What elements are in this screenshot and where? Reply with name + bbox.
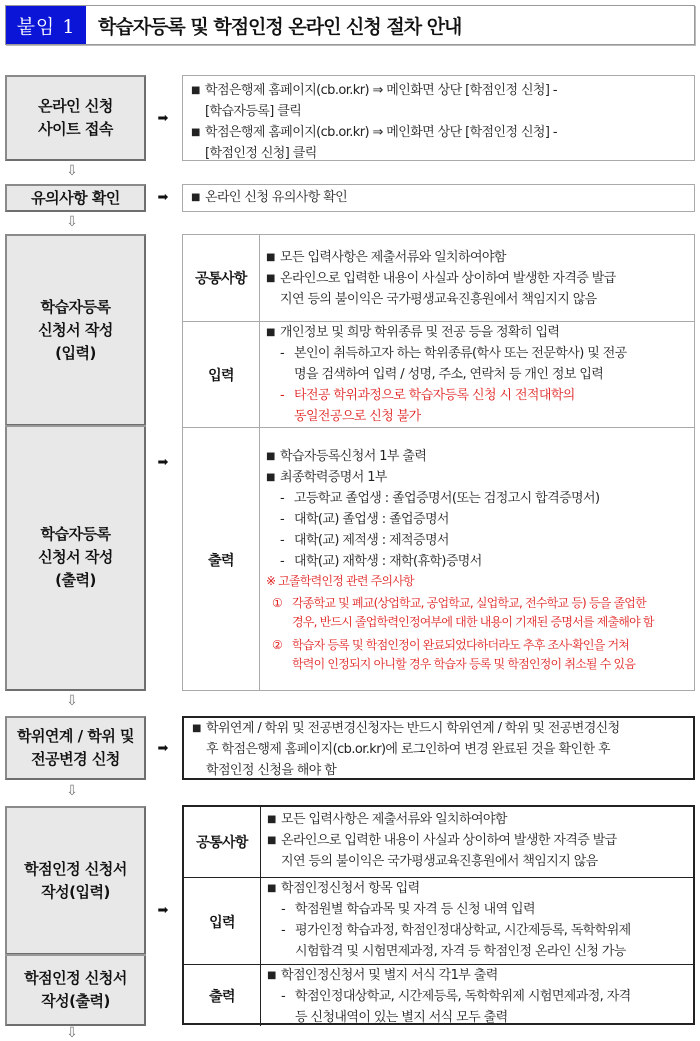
item-text-cont: 후 학점은행제 홈페이지(cb.or.kr)에 로그인하여 변경 완료된 것을 확인한 후 bbox=[206, 742, 610, 757]
panel-precautions bbox=[182, 184, 695, 212]
item-text: 온라인으로 입력한 내용이 사실과 상이하여 발생한 자격증 발급 bbox=[280, 271, 616, 286]
item-text: 모든 입력사항은 제출서류와 일치하여야함 bbox=[280, 250, 506, 265]
item-text: 대학(교) 제적생 : 제적증명서 bbox=[294, 533, 449, 548]
item-text: 학점인정대상학교, 시간제등록, 독학학위제 시험면제과정, 자격 bbox=[295, 989, 631, 1004]
right-arrow-icon: ➡ bbox=[157, 111, 169, 126]
panel-credit-table bbox=[182, 805, 695, 1025]
panel-learner-reg-table bbox=[182, 234, 695, 691]
bullet-icon: ■ bbox=[266, 472, 275, 483]
bullet-icon: ■ bbox=[191, 85, 200, 96]
item-text: 고등학교 졸업생 : 졸업증명서(또는 검정고시 합격증명서) bbox=[294, 491, 600, 506]
row-label-output: 출력 bbox=[184, 965, 261, 1026]
table-row bbox=[184, 877, 693, 965]
step-label-line: 신청서 작성 bbox=[38, 548, 113, 566]
step-label-line: 작성(출력) bbox=[41, 991, 110, 1010]
step-learner-reg-input bbox=[5, 234, 146, 426]
row-label-common: 공통사항 bbox=[184, 807, 261, 877]
down-arrow-icon: ⇩ bbox=[66, 1025, 78, 1041]
row-label-output: 출력 bbox=[183, 428, 260, 691]
item-text: 학점인정신청서 및 별지 서식 각1부 출력 bbox=[281, 968, 498, 983]
table-row bbox=[184, 964, 693, 1026]
note-number: ① bbox=[272, 596, 282, 610]
item-text-cont: 명을 검색하여 입력 / 성명, 주소, 연락처 등 개인 정보 입력 bbox=[294, 367, 604, 382]
item-text-cont: 지연 등의 불이익은 국가평생교육진흥원에서 책임지지 않음 bbox=[280, 292, 597, 307]
attachment-badge: 붙임 1 bbox=[6, 6, 86, 44]
note-title: ※ 고졸학력인정 관련 주의사항 bbox=[266, 574, 414, 588]
bullet-icon: ■ bbox=[266, 451, 275, 462]
warning-text-cont: 동일전공으로 신청 불가 bbox=[294, 409, 421, 424]
right-arrow-icon: ➡ bbox=[157, 741, 169, 756]
step-label-line: 사이트 접속 bbox=[38, 120, 113, 138]
item-text: 온라인 신청 유의사항 확인 bbox=[205, 190, 348, 205]
right-arrow-icon: ➡ bbox=[157, 455, 169, 470]
warning-text: 타전공 학위과정으로 학습자등록 신청 시 전적대학의 bbox=[294, 388, 575, 403]
note-text: 각종학교 및 폐교(상업학교, 공업학교, 실업학교, 전수학교 등) 등을 졸업한 bbox=[292, 596, 646, 610]
item-text-cont: [학습자등록] 클릭 bbox=[205, 104, 302, 119]
step-learner-reg-output bbox=[5, 426, 146, 691]
table-row bbox=[183, 321, 694, 428]
item-text-cont: 지연 등의 불이익은 국가평생교육진흥원에서 책임지지 않음 bbox=[281, 854, 598, 869]
step-label-line: 학습자등록 bbox=[40, 525, 111, 543]
bullet-icon: ■ bbox=[267, 883, 276, 894]
item-text-cont: 등 신청내역이 있는 별지 서식 모두 출력 bbox=[295, 1010, 508, 1025]
down-arrow-icon: ⇩ bbox=[66, 783, 78, 799]
step-divider bbox=[5, 954, 146, 956]
row-label-input: 입력 bbox=[184, 878, 261, 965]
bullet-icon: ■ bbox=[266, 252, 275, 263]
step-label-line: 학습자등록 bbox=[40, 297, 111, 316]
item-text: 모든 입력사항은 제출서류와 일치하여야함 bbox=[281, 812, 507, 827]
row-label-input: 입력 bbox=[183, 322, 260, 428]
panel-site-access bbox=[182, 75, 695, 161]
step-label-line: (입력) bbox=[55, 343, 96, 362]
dash-mark: - bbox=[281, 902, 286, 917]
item-text: 학점은행제 홈페이지(cb.or.kr) ⇒ 메인화면 상단 [학점인정 신청] - bbox=[205, 125, 557, 140]
step-label-line: 학점인정 신청서 bbox=[24, 968, 127, 987]
dash-mark: - bbox=[280, 491, 285, 506]
step-divider bbox=[5, 425, 146, 427]
step-degree-change bbox=[5, 716, 146, 780]
table-row bbox=[183, 235, 694, 321]
note-text-cont: 학력이 인정되지 아니할 경우 학습자 등록 및 학점인정이 취소될 수 있음 bbox=[292, 657, 636, 671]
dash-mark: - bbox=[280, 388, 285, 403]
dash-mark: - bbox=[280, 512, 285, 527]
title-bar bbox=[5, 5, 695, 45]
item-text-cont: 학점인정 신청을 해야 함 bbox=[206, 763, 337, 778]
table-row bbox=[184, 807, 693, 877]
right-arrow-icon: ➡ bbox=[157, 190, 169, 205]
step-credit-output bbox=[5, 955, 146, 1026]
item-text-cont: [학점인정 신청] 클릭 bbox=[205, 146, 317, 161]
note-text-cont: 경우, 반드시 졸업학력인정여부에 대한 내용이 기재된 증명서를 제출해야 함 bbox=[292, 615, 654, 629]
row-label-common: 공통사항 bbox=[183, 235, 260, 321]
item-text: 본인이 취득하고자 하는 학위종류(학사 또는 전문학사) 및 전공 bbox=[294, 346, 627, 361]
dash-mark: - bbox=[280, 533, 285, 548]
item-text: 평가인정 학습과정, 학점인정대상학교, 시간제등록, 독학학위제 bbox=[295, 923, 631, 938]
item-text: 학습자등록신청서 1부 출력 bbox=[280, 449, 427, 464]
item-text: 최종학력증명서 1부 bbox=[280, 470, 387, 485]
dash-mark: - bbox=[280, 346, 285, 361]
item-text: 온라인으로 입력한 내용이 사실과 상이하여 발생한 자격증 발급 bbox=[281, 833, 617, 848]
step-label-line: 온라인 신청 bbox=[38, 97, 113, 115]
note-text: 학습자 등록 및 학점인정이 완료되었다하더라도 추후 조사·확인을 거쳐 bbox=[292, 638, 630, 652]
bullet-icon: ■ bbox=[267, 835, 276, 846]
bullet-icon: ■ bbox=[192, 723, 201, 734]
down-arrow-icon: ⇩ bbox=[66, 163, 78, 179]
page-title: 학습자등록 및 학점인정 온라인 신청 절차 안내 bbox=[98, 15, 462, 38]
item-text: 학점인정신청서 항목 입력 bbox=[281, 881, 420, 896]
item-text: 대학(교) 재학생 : 재학(휴학)증명서 bbox=[294, 554, 482, 569]
step-label-line: 학점인정 신청서 bbox=[24, 859, 127, 878]
step-site-access bbox=[5, 75, 146, 161]
bullet-icon: ■ bbox=[266, 273, 275, 284]
step-label-line: 전공변경 신청 bbox=[31, 750, 120, 768]
down-arrow-icon: ⇩ bbox=[66, 214, 78, 230]
note-number: ② bbox=[272, 638, 282, 652]
bullet-icon: ■ bbox=[266, 327, 275, 338]
item-text: 대학(교) 졸업생 : 졸업증명서 bbox=[294, 512, 449, 527]
item-text: 학점은행제 홈페이지(cb.or.kr) ⇒ 메인화면 상단 [학점인정 신청] - bbox=[205, 83, 557, 98]
bullet-icon: ■ bbox=[267, 814, 276, 825]
bullet-icon: ■ bbox=[267, 970, 276, 981]
step-label-line: (출력) bbox=[55, 571, 96, 589]
step-label-line: 작성(입력) bbox=[41, 882, 110, 901]
step-label-line: 신청서 작성 bbox=[38, 320, 113, 339]
bullet-icon: ■ bbox=[191, 127, 200, 138]
bullet-icon: ■ bbox=[191, 192, 200, 203]
dash-mark: - bbox=[281, 989, 286, 1004]
dash-mark: - bbox=[281, 923, 286, 938]
dash-mark: - bbox=[280, 554, 285, 569]
step-label-line: 유의사항 확인 bbox=[31, 188, 120, 207]
panel-degree-change bbox=[182, 716, 695, 780]
step-precautions bbox=[5, 184, 146, 212]
table-row bbox=[183, 427, 694, 691]
item-text-cont: 시험합격 및 시험면제과정, 자격 등 학점인정 온라인 신청 가능 bbox=[295, 944, 626, 959]
step-credit-input bbox=[5, 806, 146, 955]
item-text: 학점원별 학습과목 및 자격 등 신청 내역 입력 bbox=[295, 902, 535, 917]
down-arrow-icon: ⇩ bbox=[66, 693, 78, 709]
right-arrow-icon: ➡ bbox=[157, 903, 169, 918]
step-label-line: 학위연계 / 학위 및 bbox=[16, 727, 135, 745]
item-text: 학위연계 / 학위 및 전공변경신청자는 반드시 학위연계 / 학위 및 전공변경신청 bbox=[206, 721, 620, 736]
item-text: 개인정보 및 희망 학위종류 및 전공 등을 정확히 입력 bbox=[280, 325, 560, 340]
